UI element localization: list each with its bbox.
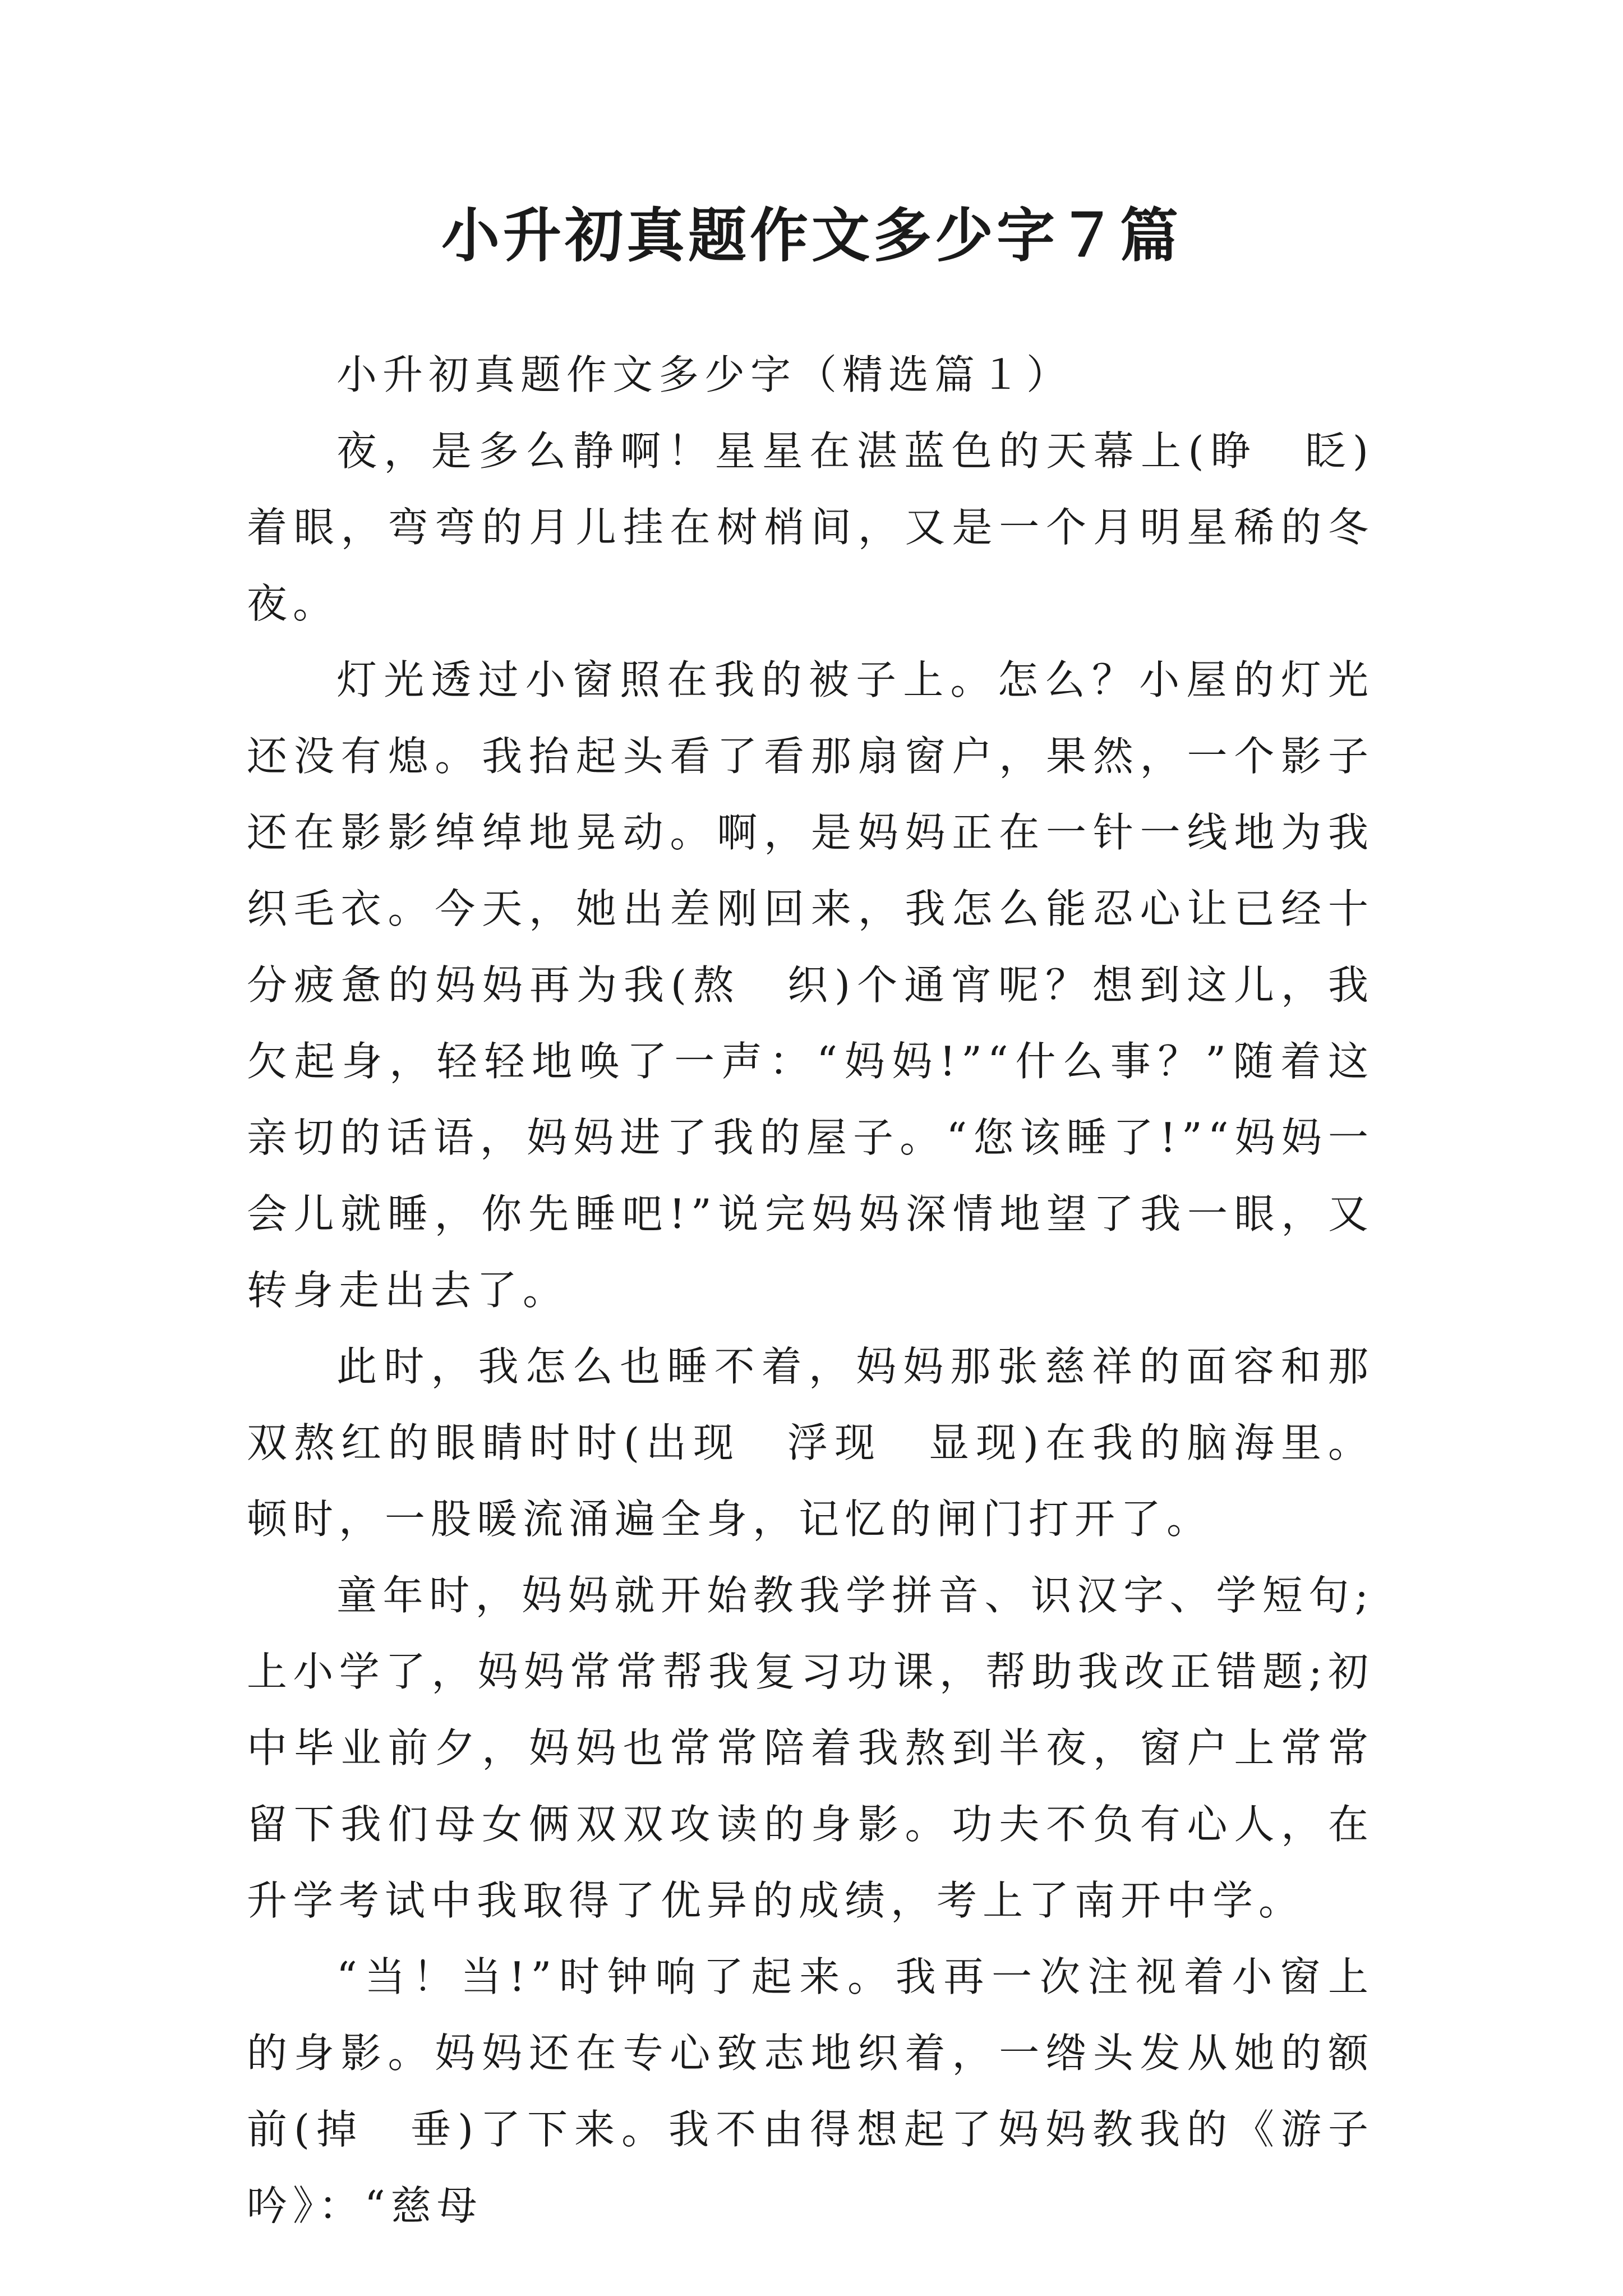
paragraph: “当！当!”时钟响了起来。我再一次注视着小窗上的身影。妈妈还在专心致志地织着，一绺头发从她的额前(掉 垂)了下来。我不由得想起了妈妈教我的《游子吟》：“慈母: [247, 1953, 1374, 2229]
paragraph: 此时，我怎么也睡不着，妈妈那张慈祥的面容和那双熬红的眼睛时时(出现 浮现 显现)在我的脑海里。顿时，一股暖流涌遍全身，记忆的闸门打开了。: [247, 1343, 1374, 1543]
paragraph: 夜，是多么静啊！星星在湛蓝色的天幕上(睁 眨)着眼，弯弯的月儿挂在树梢间，又是一个月明星稀的冬夜。: [247, 427, 1374, 627]
document-title: 小升初真题作文多少字７篇: [441, 201, 1182, 270]
paragraph: 童年时，妈妈就开始教我学拼音、识汉字、学短句;上小学了，妈妈常常帮我复习功课，帮助我改正错题;初中毕业前夕，妈妈也常常陪着我熬到半夜，窗户上常常留下我们母女俩双双攻读的身影。功夫不负有心人，在升学考试中我取得了优异的成绩，考上了南开中学。: [247, 1572, 1374, 1924]
section-heading: 小升初真题作文多少字（精选篇１）: [336, 351, 1073, 398]
paragraph: 灯光透过小窗照在我的被子上。怎么？小屋的灯光还没有熄。我抬起头看了看那扇窗户，果然，一个影子还在影影绰绰地晃动。啊，是妈妈正在一针一线地为我织毛衣。今天，她出差刚回来，我怎么能忍心让已经十分疲惫的妈妈再为我(熬 织)个通宵呢？想到这儿，我欠起身，轻轻地唤了一声：“妈妈!”“什么事？”随着这亲切的话语，妈妈进了我的屋子。“您该睡了!”“妈妈一会儿就睡，你先睡吧!”说完妈妈深情地望了我一眼，又转身走出去了。: [247, 656, 1374, 1314]
document-body: [247, 337, 1374, 2244]
